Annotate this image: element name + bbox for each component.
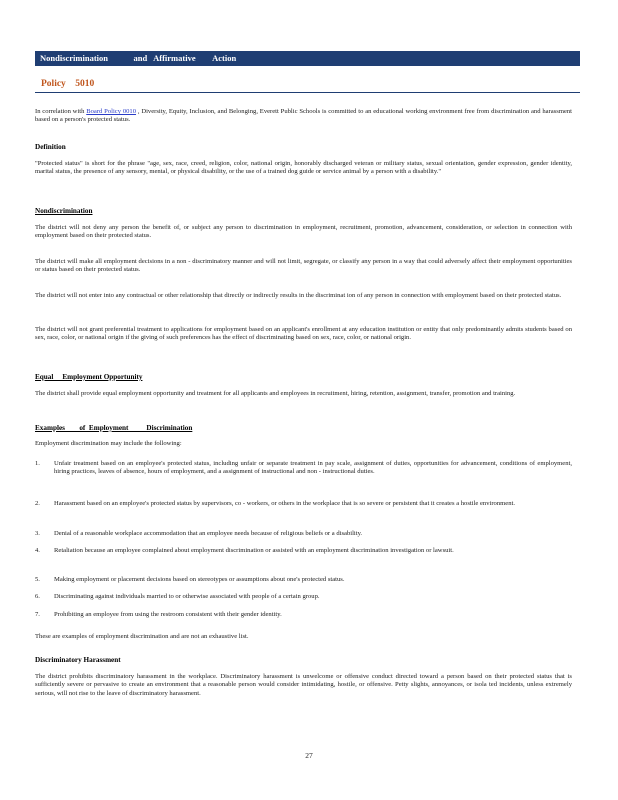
policy-number: Policy 5010 <box>41 79 95 89</box>
intro-text-start: In correlation with <box>35 108 87 115</box>
list-item-number: 2. <box>35 500 40 507</box>
list-item-text: Unfair treatment based on an employee's protected status, including unfair or separate treatment in pay scale, assignment of duties, opportunities for advancement, conditions of employment, hiring practices, leaves of absence, hours of employment, and a assignment of instructional and non - instructional duties. <box>54 460 572 476</box>
list-item-text: Making employment or placement decisions based on stereotypes or assumptions about one's protected status. <box>54 576 345 583</box>
nondiscrimination-paragraph-4: The district will not grant preferential treatment to applications for employment based on an applicant's enrollment at any education institution or entity that only predominantly admits students based on sex, race, color, or national origin if the giving of such preferences has the effect of discriminating based on sex, race, color, or national origin. <box>35 326 572 342</box>
definition-heading: Definition <box>35 143 66 151</box>
list-item-text: Retaliation because an employee complained about employment discrimination or assisted with an employment discrimination investigation or lawsuit. <box>54 547 454 554</box>
intro-text-end: , Diversity, Equity, Inclusion, and Belonging, Everett Public Schools is committed to an educational working environment free from discrimination and harassment based on a person's protected status. <box>35 108 572 124</box>
nondiscrimination-paragraph-1: The district will not deny any person the benefit of, or subject any person to discrimination in employment, recruitment, promotion, advancement, consideration, or selection in connection with employment based on their protected status. <box>35 224 572 240</box>
nondiscrimination-paragraph-2: The district will make all employment decisions in a non - discriminatory manner and will not limit, segregate, or classify any person in a way that could adversely affect their employment opportunities or status based on their protected status. <box>35 258 572 274</box>
list-item-number: 6. <box>35 593 40 600</box>
policy-number-bar <box>35 76 580 93</box>
page-number: 27 <box>305 751 313 760</box>
policy-title-banner: Nondiscrimination and Affirmative Action <box>35 51 580 66</box>
harassment-paragraph: The district prohibits discriminatory harassment in the workplace. Discriminatory harassment is unwelcome or offensive conduct directed toward a person based on their protected status that is sufficiently severe or pervasive to create an environment that a reasonable person would consider intimidating, hostile, or offensive. Petty slights, annoyances, or isola ted incidents, unless extremely serious, will not rise to the leave of discriminatory harassment. <box>35 673 572 697</box>
examples-closing: These are examples of employment discrimination and are not an exhaustive list. <box>35 633 249 640</box>
examples-intro: Employment discrimination may include the following: <box>35 440 182 447</box>
list-item-number: 4. <box>35 547 40 554</box>
list-item-text: Prohibiting an employee from using the restroom consistent with their gender identity. <box>54 611 282 618</box>
list-item-number: 3. <box>35 530 40 537</box>
list-item-number: 7. <box>35 611 40 618</box>
examples-heading: Examples of Employment Discrimination <box>35 424 193 432</box>
equal-employment-paragraph: The district shall provide equal employment opportunity and treatment for all applicants and employees in recruitment, hiring, retention, assignment, transfer, promotion and training. <box>35 390 516 397</box>
board-policy-link[interactable]: Board Policy 0010 <box>86 108 137 115</box>
list-item-text: Denial of a reasonable workplace accommodation that an employee needs because of religious beliefs or a disability. <box>54 530 363 537</box>
equal-employment-heading: Equal Employment Opportunity <box>35 373 143 381</box>
list-item-number: 5. <box>35 576 40 583</box>
list-item-text: Discriminating against individuals married to or otherwise associated with people of a certain group. <box>54 593 320 600</box>
list-item-text: Harassment based on an employee's protected status by supervisors, co - workers, or others in the workplace that is so severe or persistent that it creates a hostile environment. <box>54 500 515 507</box>
nondiscrimination-paragraph-3: The district will not enter into any contractual or other relationship that directly or indirectly results in the discriminat ion of any person in connection with employment based on their protected status. <box>35 292 562 299</box>
list-item-number: 1. <box>35 460 40 467</box>
harassment-heading: Discriminatory Harassment <box>35 656 121 664</box>
definition-paragraph: "Protected status" is short for the phrase "age, sex, race, creed, religion, color, national origin, honorably discharged veteran or military status, sexual orientation, gender expression, gender identity, marital status, the presence of any sensory, mental, or physical disability, or the use of a trained dog guide or service animal by a person with a disability." <box>35 160 572 176</box>
nondiscrimination-heading: Nondiscrimination <box>35 207 93 215</box>
intro-paragraph <box>35 108 572 125</box>
